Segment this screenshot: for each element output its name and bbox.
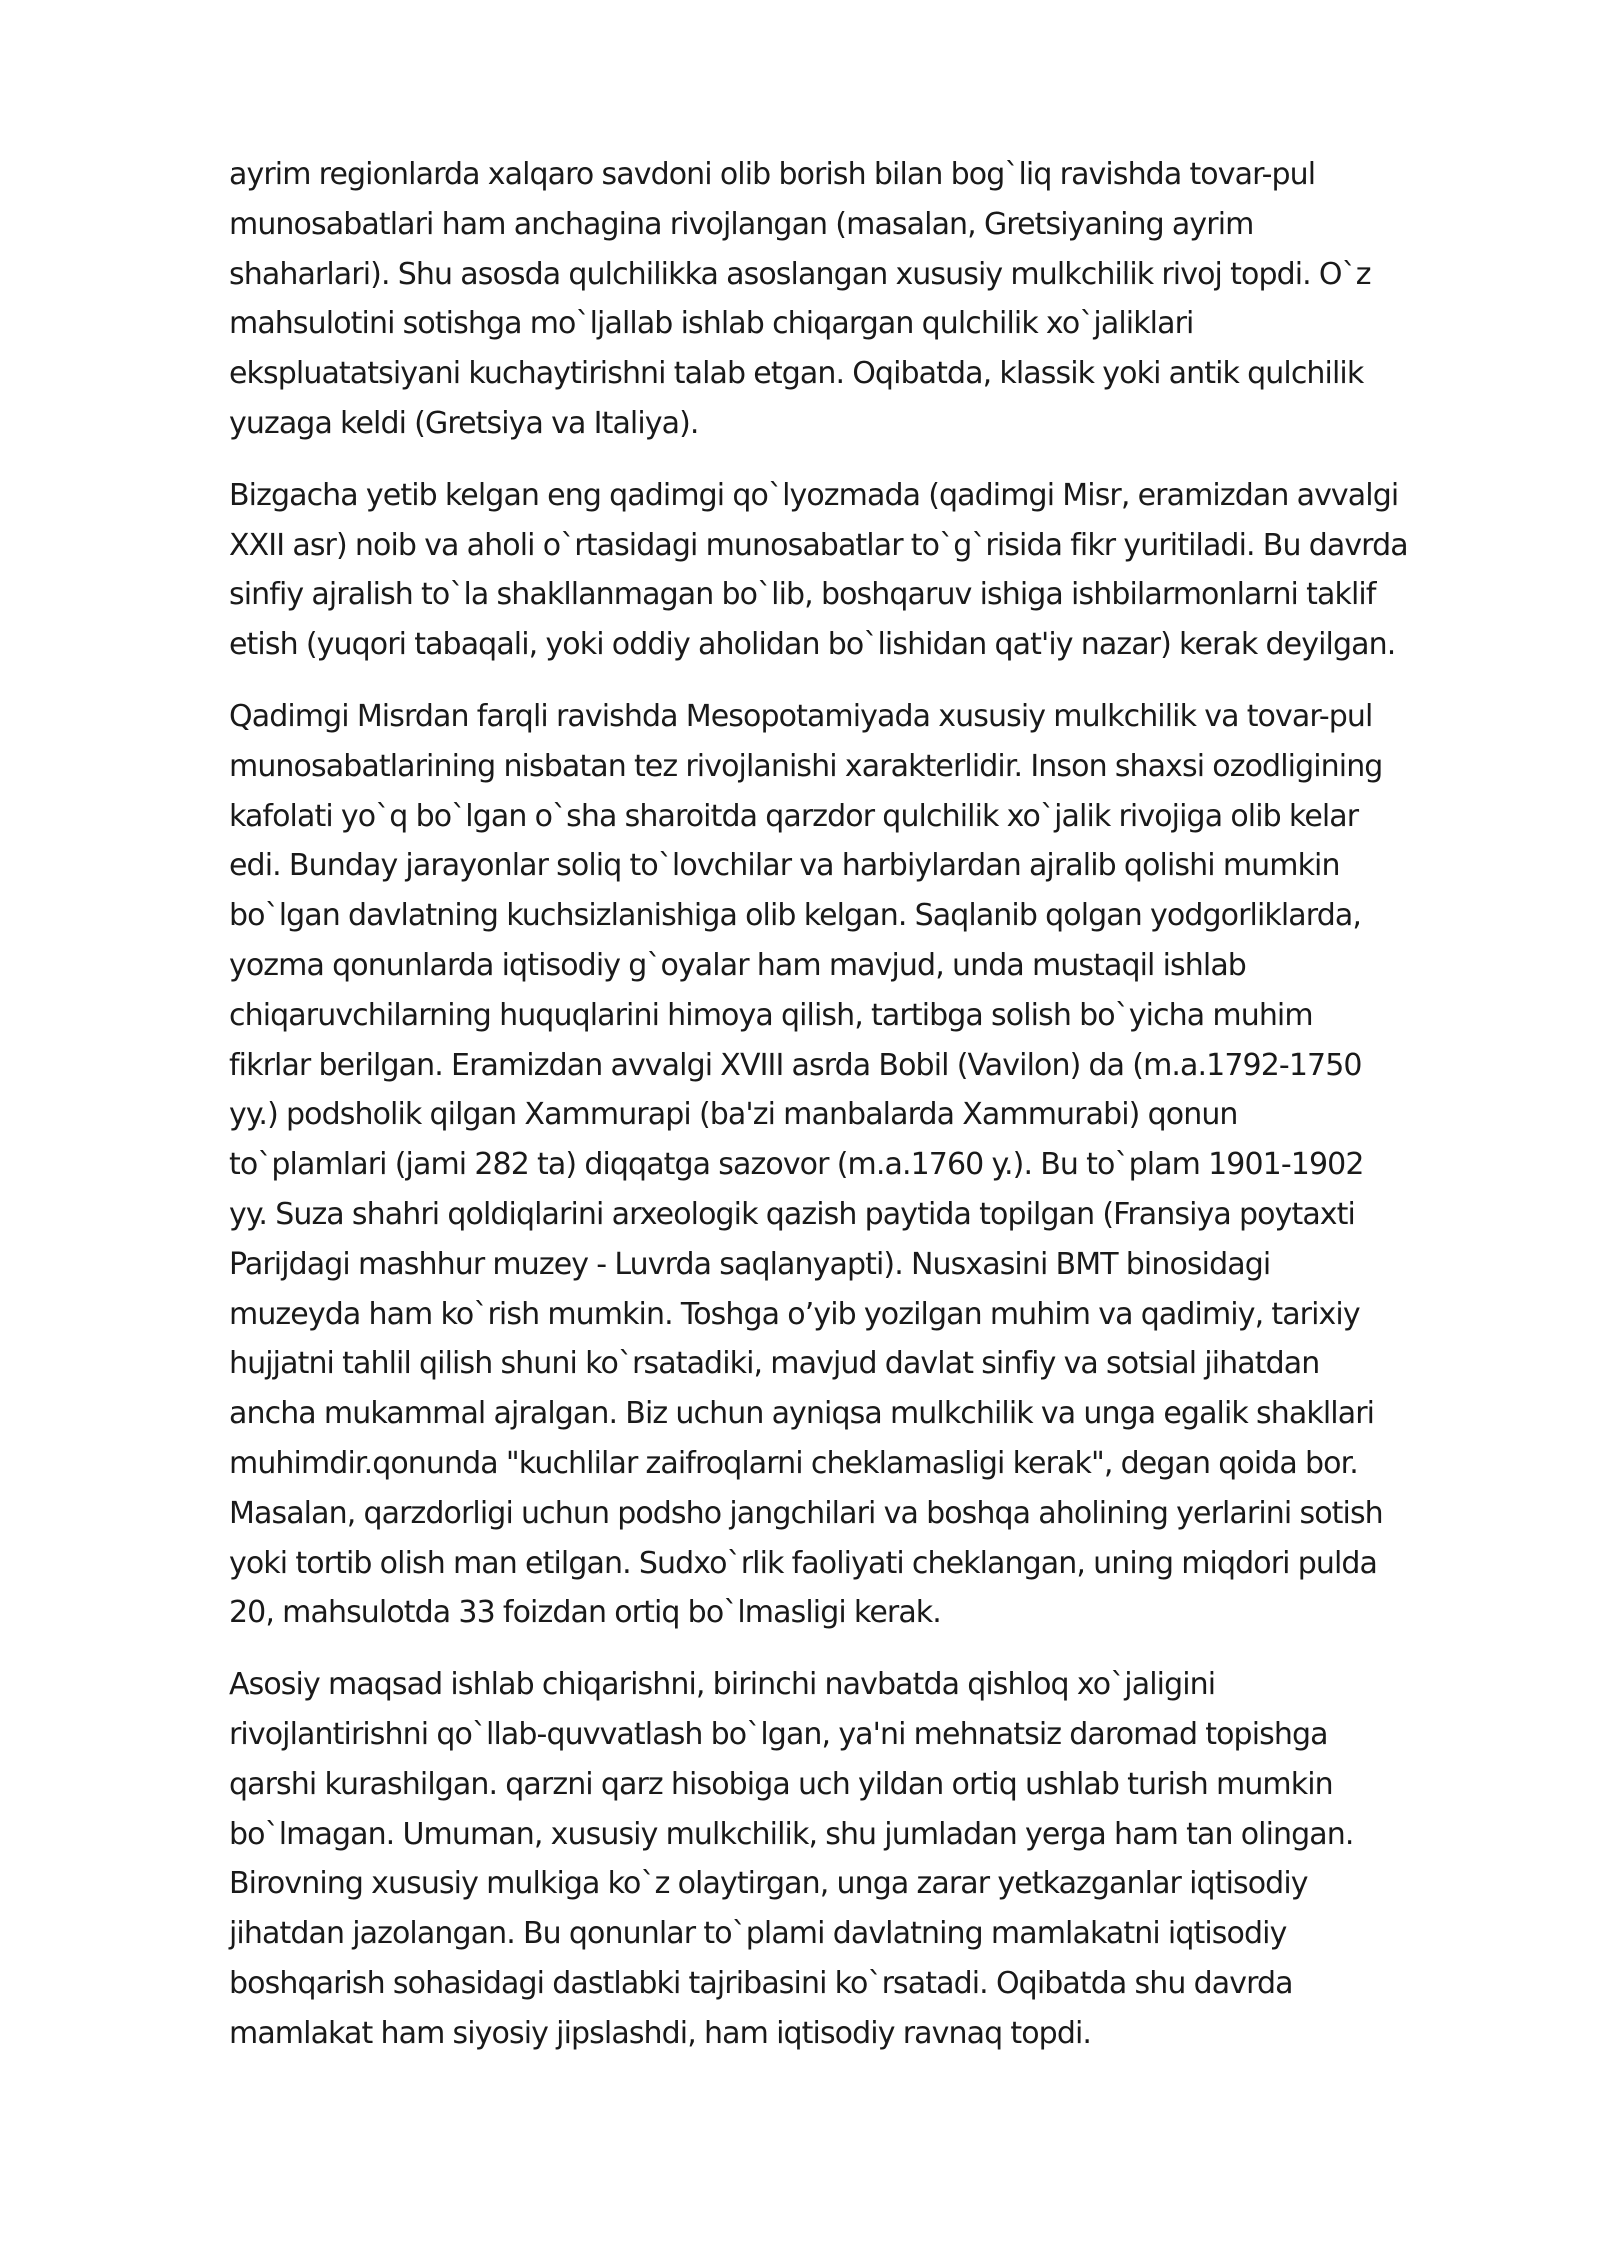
text-line: to`plamlari (jami 282 ta) diqqatga sazovor (m.a.1760 y.). Bu to`plam 1901-1902 xyxy=(229,1147,1364,1183)
text-line: kafolati yo`q bo`lgan o`sha sharoitda qarzdor qulchilik xo`jalik rivojiga olib kelar xyxy=(229,798,1359,834)
text-line: Parijdagi mashhur muzey - Luvrda saqlanyapti). Nusxasini BMT binosidagi xyxy=(229,1246,1271,1282)
paragraph-4 xyxy=(229,1660,1529,2058)
text-line: sinfiy ajralish to`la shakllanmagan bo`lib, boshqaruv ishiga ishbilarmonlarni taklif xyxy=(229,577,1376,613)
text-line: 20, mahsulotda 33 foizdan ortiq bo`lmasligi kerak. xyxy=(229,1595,941,1631)
text-line: Masalan, qarzdorligi uchun podsho jangchilari va boshqa aholining yerlarini sotish xyxy=(229,1495,1383,1531)
text-line: chiqaruvchilarning huquqlarini himoya qilish, tartibga solish bo`yicha muhim xyxy=(229,997,1313,1033)
text-line: qarshi kurashilgan. qarzni qarz hisobiga uch yildan ortiq ushlab turish mumkin xyxy=(229,1766,1333,1802)
text-line: mamlakat ham siyosiy jipslashdi, ham iqtisodiy ravnaq topdi. xyxy=(229,2015,1092,2051)
text-line: edi. Bunday jarayonlar soliq to`lovchilar va harbiylardan ajralib qolishi mumkin xyxy=(229,848,1340,884)
text-line: yozma qonunlarda iqtisodiy g`oyalar ham mavjud, unda mustaqil ishlab xyxy=(229,947,1246,983)
text-line: yy.) podsholik qilgan Xammurapi (ba'zi manbalarda Xammurabi) qonun xyxy=(229,1097,1238,1133)
text-line: hujjatni tahlil qilish shuni ko`rsatadiki, mavjud davlat sinfiy va sotsial jihatdan xyxy=(229,1346,1320,1382)
text-line: fikrlar berilgan. Eramizdan avvalgi XVIII asrda Bobil (Vavilon) da (m.a.1792-1750 xyxy=(229,1047,1362,1083)
text-line: munosabatlari ham anchagina rivojlangan (masalan, Gretsiyaning ayrim xyxy=(229,206,1254,242)
text-line: yy. Suza shahri qoldiqlarini arxeologik qazish paytida topilgan (Fransiya poytaxti xyxy=(229,1196,1355,1232)
text-line: muzeyda ham ko`rish mumkin. Toshga o’yib yozilgan muhim va qadimiy, tarixiy xyxy=(229,1296,1360,1332)
paragraph-2 xyxy=(229,471,1529,670)
text-line: Qadimgi Misrdan farqli ravishda Mesopotamiyada xususiy mulkchilik va tovar-pul xyxy=(229,698,1373,734)
text-line: etish (yuqori tabaqali, yoki oddiy aholidan bo`lishidan qat'iy nazar) kerak deyilgan. xyxy=(229,627,1396,663)
text-line: shaharlari). Shu asosda qulchilikka asoslangan xususiy mulkchilik rivoj topdi. O`z xyxy=(229,256,1371,292)
text-line: yoki tortib olish man etilgan. Sudxo`rlik faoliyati cheklangan, uning miqdori pulda xyxy=(229,1545,1378,1581)
text-line: mahsulotini sotishga mo`ljallab ishlab chiqargan qulchilik xo`jaliklari xyxy=(229,306,1194,342)
text-line: ekspluatatsiyani kuchaytirishni talab etgan. Oqibatda, klassik yoki antik qulchilik xyxy=(229,356,1364,392)
text-line: muhimdir.qonunda "kuchlilar zaifroqlarni cheklamasligi kerak", degan qoida bor. xyxy=(229,1445,1358,1481)
paragraph-1 xyxy=(229,150,1529,449)
text-line: Bizgacha yetib kelgan eng qadimgi qo`lyozmada (qadimgi Misr, eramizdan avvalgi xyxy=(229,477,1399,513)
text-line: bo`lmagan. Umuman, xususiy mulkchilik, shu jumladan yerga ham tan olingan. xyxy=(229,1816,1354,1852)
text-line: ancha mukammal ajralgan. Biz uchun ayniqsa mulkchilik va unga egalik shakllari xyxy=(229,1396,1375,1432)
text-line: jihatdan jazolangan. Bu qonunlar to`plami davlatning mamlakatni iqtisodiy xyxy=(229,1916,1287,1952)
text-line: ayrim regionlarda xalqaro savdoni olib borish bilan bog`liq ravishda tovar-pul xyxy=(229,157,1316,192)
document-page xyxy=(229,150,1529,2080)
paragraph-3 xyxy=(229,692,1529,1638)
text-line: bo`lgan davlatning kuchsizlanishiga olib kelgan. Saqlanib qolgan yodgorliklarda, xyxy=(229,898,1361,934)
text-line: Asosiy maqsad ishlab chiqarishni, birinchi navbatda qishloq xo`jaligini xyxy=(229,1667,1216,1703)
text-line: rivojlantirishni qo`llab-quvvatlash bo`lgan, ya'ni mehnatsiz daromad topishga xyxy=(229,1716,1328,1752)
text-line: munosabatlarining nisbatan tez rivojlanishi xarakterlidir. Inson shaxsi ozodligining xyxy=(229,748,1383,784)
text-line: boshqarish sohasidagi dastlabki tajribasini ko`rsatadi. Oqibatda shu davrda xyxy=(229,1965,1293,2001)
text-line: Birovning xususiy mulkiga ko`z olaytirgan, unga zarar yetkazganlar iqtisodiy xyxy=(229,1866,1308,1902)
text-line: XXII asr) noib va aholi o`rtasidagi munosabatlar to`g`risida fikr yuritiladi. Bu davrda xyxy=(229,527,1408,563)
text-line: yuzaga keldi (Gretsiya va Italiya). xyxy=(229,405,699,441)
